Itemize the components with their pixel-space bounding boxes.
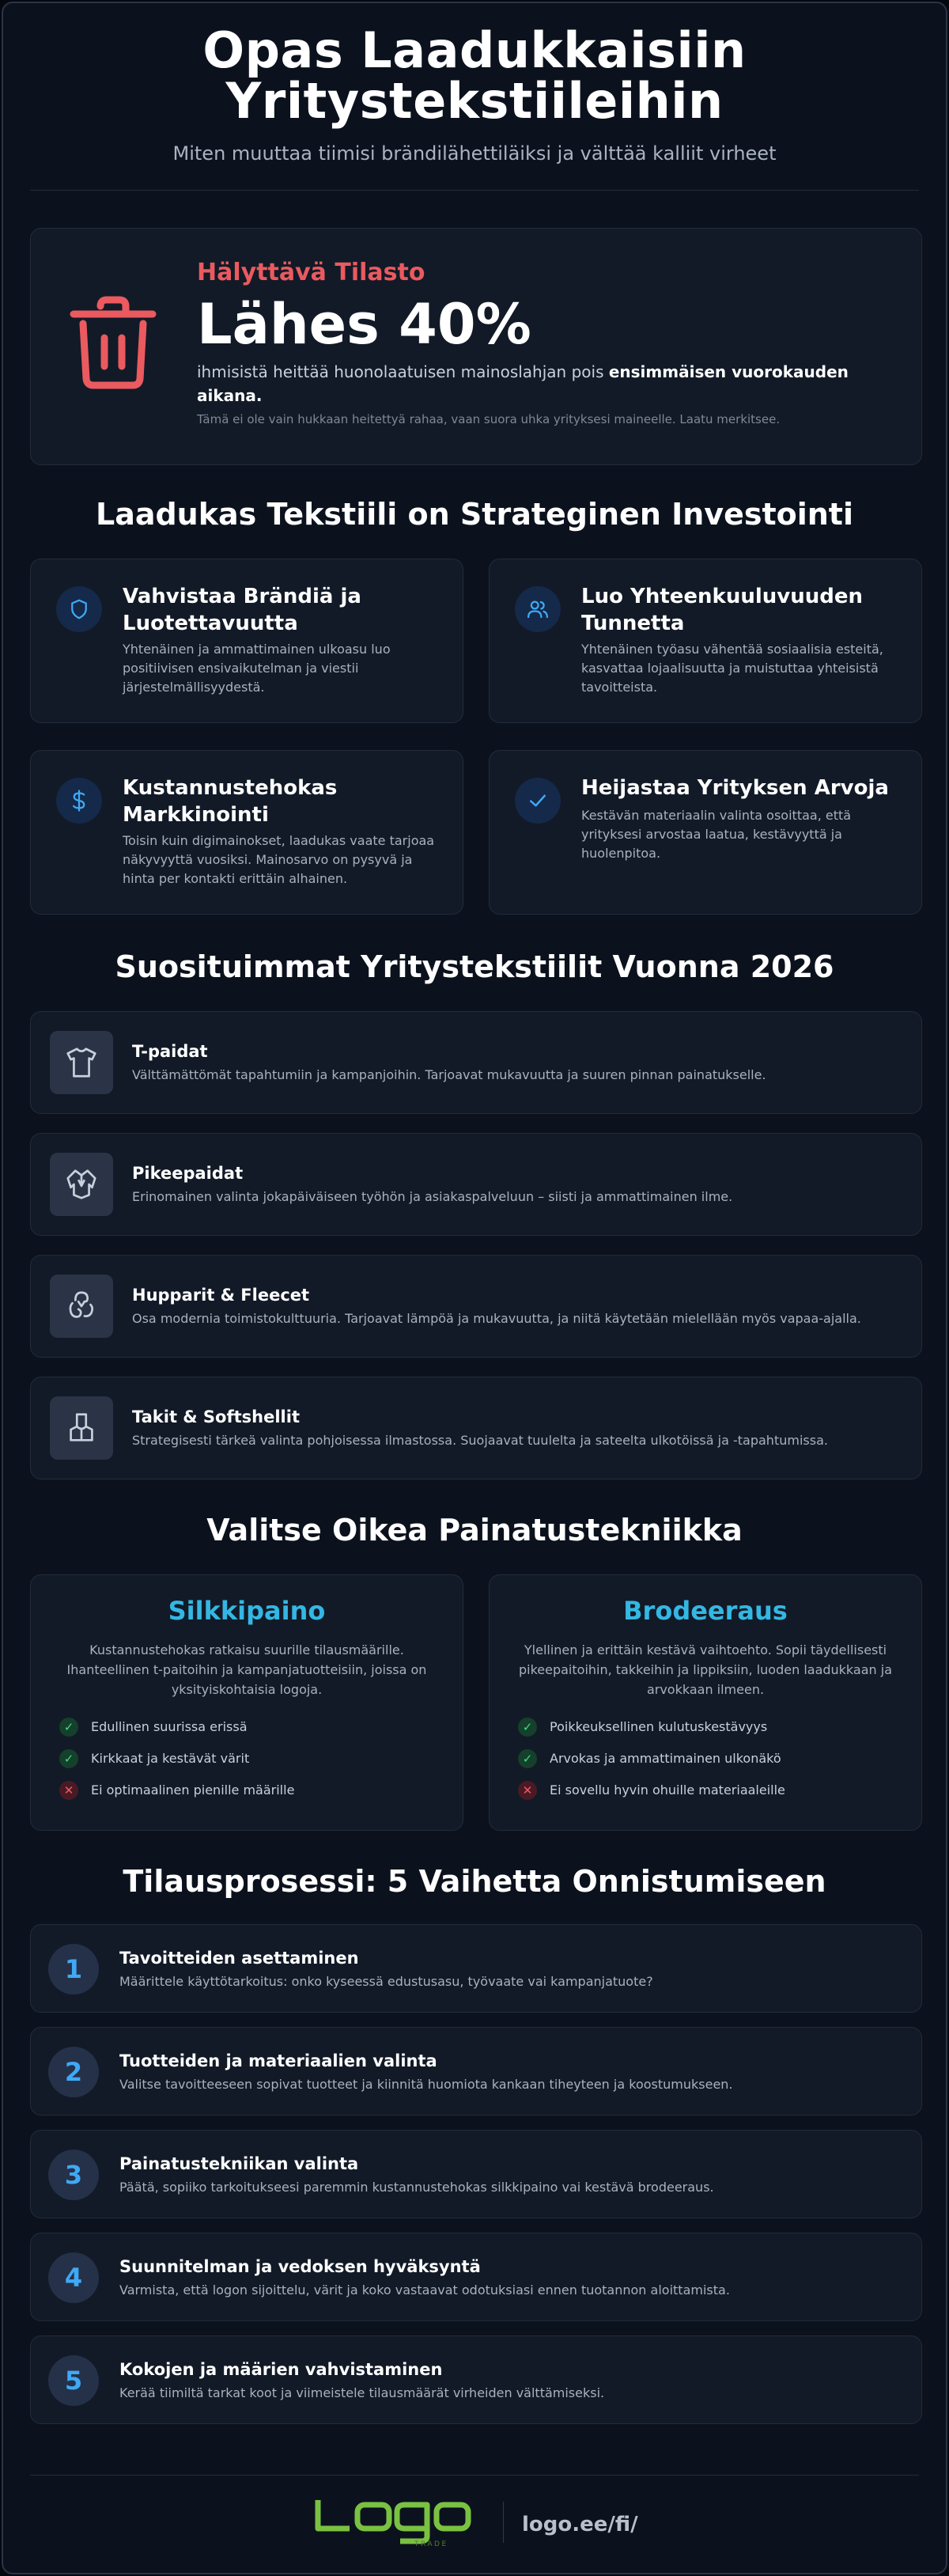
- page-title-line-1: Opas Laadukkaisiin: [202, 21, 747, 79]
- benefit-card: [489, 559, 922, 723]
- benefit-text: Kestävän materiaalin valinta osoittaa, että yrityksesi arvostaa laatua, kestävyyttä ja huolenpitoa.: [581, 808, 852, 861]
- technique-point-text: Edullinen suurissa erissä: [91, 1719, 248, 1734]
- alert-kicker: Hälyttävä Tilasto: [197, 259, 425, 286]
- steps-title: Tilausprosessi: 5 Vaihetta Onnistumiseen: [123, 1864, 826, 1899]
- benefit-title: Kustannustehokas Markkinointi: [123, 776, 338, 827]
- logo-trade-logo[interactable]: [313, 2497, 484, 2548]
- step-card: [30, 2130, 922, 2218]
- benefit-text: Yhtenäinen ja ammattimainen ulkoasu luo positiivisen ensivaikutelman ja viestii järjestelmällisyydestä.: [123, 642, 391, 695]
- step-number: 1: [48, 1944, 99, 1995]
- page-title: [3, 21, 946, 130]
- product-name: Pikeepaidat: [132, 1164, 244, 1183]
- benefit-text: Yhtenäinen työasu vähentää sosiaalisia esteitä, kasvattaa lojaalisuutta ja muistuttaa yhteisistä tavoitteista.: [581, 642, 883, 695]
- product-description: Välttämättömät tapahtumiin ja kampanjoihin. Tarjoavat mukavuutta ja suuren pinnan painatukselle.: [132, 1067, 766, 1082]
- technique-card: [489, 1574, 922, 1831]
- page-subtitle: Miten muuttaa tiimisi brändilähettiläiksi ja välttää kalliit virheet: [172, 142, 777, 165]
- alert-stat-card: [30, 228, 922, 465]
- technique-point-text: Ei sovellu hyvin ohuille materiaaleille: [550, 1782, 785, 1798]
- technique-point: [59, 1749, 447, 1781]
- page-frame: [2, 2, 947, 2574]
- benefit-text: Toisin kuin digimainokset, laadukas vaate tarjoaa näkyvyyttä vuosiksi. Mainosarvo on pysyvä ja hinta per kontakti erittäin alhainen.: [123, 833, 435, 886]
- product-row: [30, 1377, 922, 1479]
- product-description: Osa modernia toimistokulttuuria. Tarjoavat lämpöä ja mukavuutta, ja niitä käytetään mielellään myös vapaa-ajalla.: [132, 1311, 861, 1326]
- benefit-card: [489, 750, 922, 915]
- step-description: Valitse tavoitteeseen sopivat tuotteet ja kiinnitä huomiota kankaan tiheyteen ja koostumukseen.: [119, 2077, 733, 2092]
- technique-title: Silkkipaino: [168, 1596, 326, 1626]
- footer-separator: [503, 2502, 504, 2543]
- product-row: [30, 1133, 922, 1236]
- alert-note: Tämä ei ole vain hukkaan heitettyä rahaa, vaan suora uhka yrityksesi maineelle. Laatu merkitsee.: [197, 412, 781, 426]
- technique-point-text: Arvokas ja ammattimainen ulkonäkö: [550, 1751, 781, 1766]
- step-title: Painatustekniikan valinta: [119, 2154, 359, 2173]
- shield-icon: [56, 586, 102, 632]
- technique-description: Kustannustehokas ratkaisu suurille tilausmäärille. Ihanteellinen t-paitoihin ja kampanjatuotteisiin, joissa on yksityiskohtaisia logoja.: [66, 1642, 427, 1697]
- check-icon: [515, 778, 561, 824]
- step-description: Päätä, sopiiko tarkoitukseesi paremmin kustannustehokas silkkipaino vai kestävä brodeeraus.: [119, 2180, 714, 2195]
- alert-text-plain: ihmisistä heittää huonolaatuisen mainoslahjan pois: [197, 362, 609, 381]
- check-icon: ✓: [59, 1749, 78, 1768]
- step-number: 4: [48, 2252, 99, 2303]
- alert-text: [197, 360, 877, 407]
- technique-point: [518, 1718, 906, 1749]
- step-number: 5: [48, 2355, 99, 2406]
- website-link[interactable]: logo.ee/fi/: [522, 2513, 638, 2536]
- alert-text-bold: ensimmäisen vuorokauden aikana.: [197, 362, 849, 405]
- trash-icon: [69, 295, 157, 390]
- step-title: Tavoitteiden asettaminen: [119, 1949, 359, 1968]
- product-name: Takit & Softshellit: [132, 1407, 300, 1426]
- users-icon: [515, 586, 561, 632]
- benefit-card: [30, 750, 463, 915]
- cross-icon: ✕: [59, 1781, 78, 1800]
- alert-statistic: Lähes 40%: [197, 292, 531, 357]
- product-row: [30, 1011, 922, 1114]
- footer-divider: [30, 2475, 919, 2476]
- technique-points: [518, 1718, 906, 1813]
- step-card: [30, 2027, 922, 2116]
- step-card: [30, 2233, 922, 2321]
- step-title: Suunnitelman ja vedoksen hyväksyntä: [119, 2257, 481, 2276]
- step-description: Varmista, että logon sijoittelu, värit ja koko vastaavat odotuksiasi ennen tuotannon aloittamista.: [119, 2282, 730, 2298]
- techniques-title: Valitse Oikea Painatustekniikka: [206, 1513, 743, 1547]
- check-icon: ✓: [518, 1718, 537, 1737]
- product-name: Hupparit & Fleecet: [132, 1286, 310, 1305]
- step-title: Tuotteiden ja materiaalien valinta: [119, 2051, 437, 2070]
- page-header: [3, 21, 946, 165]
- technique-point-text: Ei optimaalinen pienille määrille: [91, 1782, 295, 1798]
- benefit-title: Heijastaa Yrityksen Arvoja: [581, 776, 889, 800]
- tshirt-icon: [50, 1031, 113, 1094]
- product-description: Strategisesti tärkeä valinta pohjoisessa ilmastossa. Suojaavat tuulelta ja sateelta ulkotöissä ja -tapahtumissa.: [132, 1433, 828, 1448]
- step-description: Määrittele käyttötarkoitus: onko kyseessä edustusasu, työvaate vai kampanjatuote?: [119, 1974, 653, 1989]
- benefit-title: Luo Yhteenkuuluvuuden Tunnetta: [581, 585, 863, 635]
- step-number: 2: [48, 2047, 99, 2097]
- jacket-icon: [50, 1396, 113, 1460]
- step-card: [30, 1924, 922, 2013]
- dollar-icon: [56, 778, 102, 824]
- product-row: [30, 1255, 922, 1358]
- hoodie-icon: [50, 1275, 113, 1338]
- technique-point: [518, 1781, 906, 1813]
- technique-title: Brodeeraus: [623, 1596, 788, 1626]
- benefit-title: Vahvistaa Brändiä ja Luotettavuutta: [123, 585, 361, 635]
- technique-point-text: Kirkkaat ja kestävät värit: [91, 1751, 250, 1766]
- step-title: Kokojen ja määrien vahvistaminen: [119, 2360, 443, 2379]
- page-title-line-2: Yritystekstiileihin: [225, 72, 724, 130]
- header-divider: [30, 190, 919, 191]
- check-icon: ✓: [518, 1749, 537, 1768]
- technique-point: [59, 1781, 447, 1813]
- step-number: 3: [48, 2150, 99, 2200]
- polo-shirt-icon: [50, 1153, 113, 1216]
- benefits-title: Laadukas Tekstiili on Strateginen Investointi: [95, 497, 853, 532]
- cross-icon: ✕: [518, 1781, 537, 1800]
- technique-description: Ylellinen ja erittäin kestävä vaihtoehto. Sopii täydellisesti pikeepaitoihin, takkeihin ja lippiksiin, luoden laadukkaan ja arvokkaan ilmeen.: [518, 1642, 892, 1697]
- logo-sub-text: TRADE: [414, 2540, 448, 2548]
- technique-points: [59, 1718, 447, 1813]
- step-card: [30, 2335, 922, 2424]
- benefit-card: [30, 559, 463, 723]
- product-description: Erinomainen valinta jokapäiväiseen työhön ja asiakaspalveluun – siisti ja ammattimainen ilme.: [132, 1189, 733, 1204]
- technique-point-text: Poikkeuksellinen kulutuskestävyys: [550, 1719, 768, 1734]
- step-description: Kerää tiimiltä tarkat koot ja viimeistele tilausmäärät virheiden välttämiseksi.: [119, 2385, 605, 2400]
- product-name: T-paidat: [132, 1042, 208, 1061]
- technique-card: [30, 1574, 463, 1831]
- technique-point: [518, 1749, 906, 1781]
- check-icon: ✓: [59, 1718, 78, 1737]
- technique-point: [59, 1718, 447, 1749]
- products-title: Suosituimmat Yritystekstiilit Vuonna 2026: [115, 949, 834, 984]
